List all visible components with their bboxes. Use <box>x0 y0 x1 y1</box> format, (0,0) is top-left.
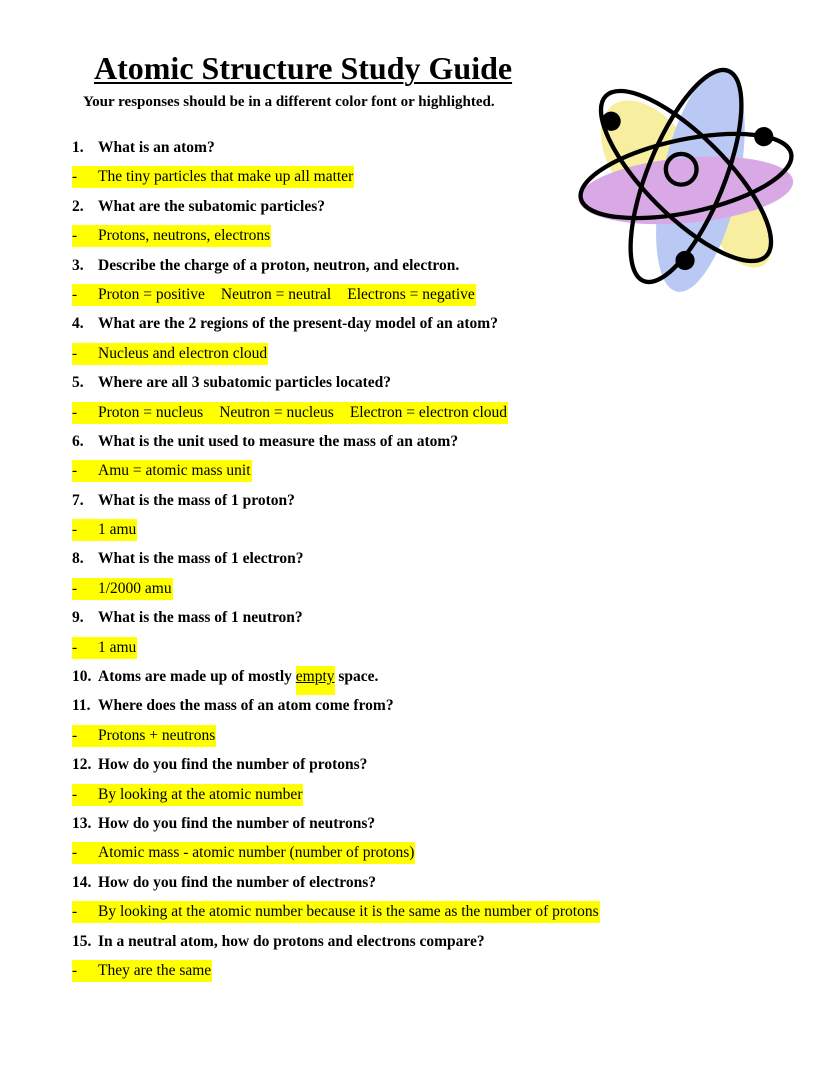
question-4: 4. What are the 2 regions of the present-day model of an atom? <box>72 315 498 333</box>
question-14: 14. How do you find the number of electrons? <box>72 873 377 891</box>
fill-in-blank-answer: empty <box>296 666 335 695</box>
page-title: Atomic Structure Study Guide <box>94 50 513 86</box>
question-2: 2. What are the subatomic particles? <box>72 197 326 215</box>
question-5: 5. Where are all 3 subatomic particles located? <box>72 374 392 392</box>
question-10: 10. Atoms are made up of mostly empty space. <box>72 666 772 695</box>
question-6: 6. What is the unit used to measure the mass of an atom? <box>72 432 459 450</box>
question-3: 3. Describe the charge of a proton, neutron, and electron. <box>72 256 460 274</box>
question-7: 7. What is the mass of 1 proton? <box>72 491 295 509</box>
question-1: 1. What is an atom? <box>72 139 215 156</box>
answer-8: - 1/2000 amu <box>72 578 772 607</box>
answer-1: - The tiny particles that make up all matter <box>72 166 772 195</box>
page-subtitle: Your responses should be in a different color font or highlighted. <box>83 94 495 110</box>
question-list <box>72 137 772 989</box>
question-8: 8. What is the mass of 1 electron? <box>72 550 304 568</box>
answer-4: - Nucleus and electron cloud <box>72 343 772 372</box>
answer-2: - Protons, neutrons, electrons <box>72 225 772 254</box>
answer-7: - 1 amu <box>72 519 772 548</box>
answer-3: - Proton = positive Neutron = neutral Electrons = negative <box>72 284 772 313</box>
answer-12: - By looking at the atomic number <box>72 784 772 813</box>
question-11: 11. Where does the mass of an atom come from? <box>72 697 394 715</box>
question-12: 12. How do you find the number of protons? <box>72 756 368 774</box>
answer-15: - They are the same <box>72 960 772 989</box>
question-15: 15. In a neutral atom, how do protons and electrons compare? <box>72 932 485 950</box>
answer-13: - Atomic mass - atomic number (number of protons) <box>72 842 772 871</box>
question-9: 9. What is the mass of 1 neutron? <box>72 609 303 627</box>
question-13: 13. How do you find the number of neutrons? <box>72 814 376 832</box>
answer-11: - Protons + neutrons <box>72 725 772 754</box>
answer-6: - Amu = atomic mass unit <box>72 460 772 489</box>
answer-5: - Proton = nucleus Neutron = nucleus Electron = electron cloud <box>72 402 772 431</box>
answer-9: - 1 amu <box>72 637 772 666</box>
answer-14: - By looking at the atomic number because it is the same as the number of protons <box>72 901 772 930</box>
